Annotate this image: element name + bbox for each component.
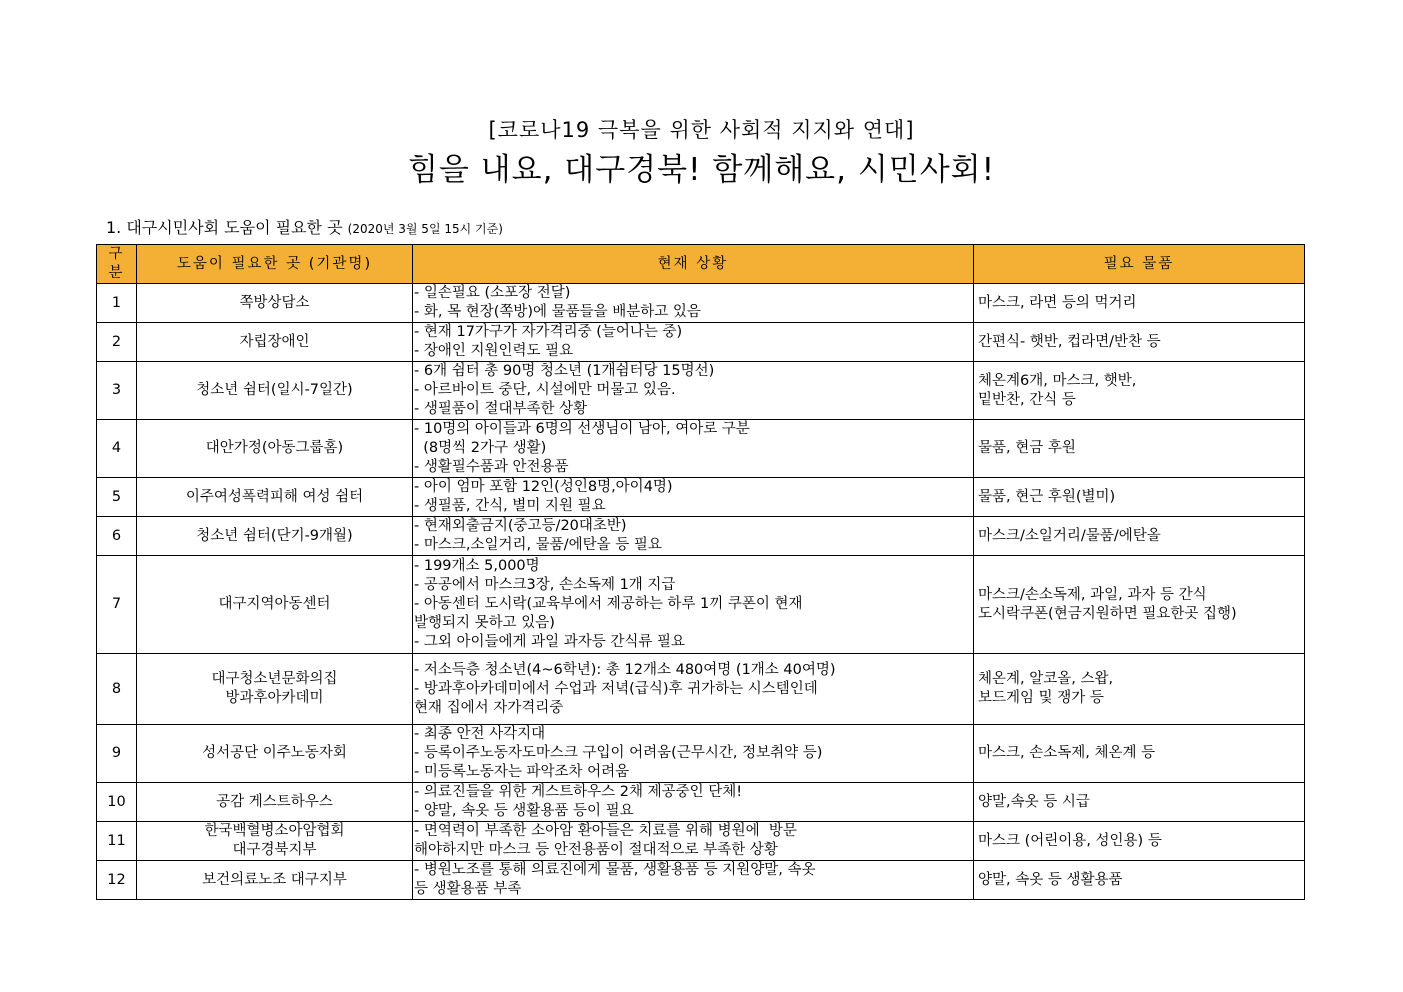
row-number: 4	[97, 420, 137, 478]
row-number: 6	[97, 517, 137, 556]
organization-cell-line: 청소년 쉼터(일시-7일간)	[196, 382, 353, 398]
needs-cell-line: 간편식- 햇반, 컵라면/반찬 등	[978, 333, 1161, 350]
needs-cell-line: 마스크/소일거리/물품/에탄올	[978, 527, 1161, 544]
organization-cell	[137, 654, 413, 725]
row-number: 2	[97, 323, 137, 362]
status-cell-line: - 마스크,소일거리, 물품/에탄올 등 필요	[414, 537, 662, 553]
organization-cell	[137, 556, 413, 654]
status-cell-line: 등 생활용품 부족	[414, 881, 522, 897]
needs-cell-line: 양말,속옷 등 시급	[978, 793, 1090, 810]
organization-cell-line: 성서공단 이주노동자회	[202, 745, 347, 761]
organization-cell-line: 대구청소년문화의집	[211, 671, 338, 687]
organization-cell	[137, 323, 413, 362]
section-heading	[106, 215, 503, 238]
organization-cell	[137, 362, 413, 420]
organization-cell-line: 한국백혈병소아암협회	[204, 823, 345, 839]
section-date-note: (2020년 3월 5일 15시 기준)	[347, 222, 503, 236]
needs-cell	[974, 654, 1305, 725]
needs-cell-line: 도시락쿠폰(현금지원하면 필요한곳 집행)	[978, 605, 1237, 622]
organization-cell-line: 이주여성폭력피해 여성 쉼터	[185, 488, 364, 505]
needs-cell-line: 체온계, 알코올, 스왑,	[978, 671, 1114, 687]
row-number: 5	[97, 478, 137, 517]
organization-cell-line: 방과후아카데미	[225, 690, 324, 706]
needs-cell-line: 마스크 (어린이용, 성인용) 등	[978, 832, 1162, 849]
needs-cell	[974, 517, 1305, 556]
organization-cell-line: 보건의료노조 대구지부	[202, 871, 347, 888]
header-status: 현재 상황	[413, 245, 974, 284]
status-cell-line: - 생필품, 간식, 별미 지원 필요	[414, 498, 606, 514]
needs-cell-line: 양말, 속옷 등 생활용품	[978, 871, 1123, 888]
status-cell-line: 발행되지 못하고 있음)	[414, 615, 555, 631]
status-cell-line: - 아이 엄마 포함 12인(성인8명,아이4명)	[414, 479, 673, 495]
needs-cell	[974, 725, 1305, 783]
organization-cell-line: 청소년 쉼터(단기-9개월)	[196, 527, 353, 544]
needs-cell-line: 마스크, 라면 등의 먹거리	[978, 294, 1137, 311]
organization-cell-line: 자립장애인	[239, 333, 310, 350]
table-row	[97, 362, 1305, 420]
needs-cell	[974, 822, 1305, 861]
needs-cell	[974, 783, 1305, 822]
organization-cell	[137, 284, 413, 323]
table-row	[97, 420, 1305, 478]
needs-cell-line: 마스크/손소독제, 과일, 과자 등 간식	[978, 586, 1207, 603]
table-row	[97, 822, 1305, 861]
header-needs: 필요 물품	[974, 245, 1305, 284]
needs-cell-line: 체온계6개, 마스크, 햇반,	[978, 372, 1137, 389]
table-row	[97, 323, 1305, 362]
status-cell-line: - 생필품이 절대부족한 상황	[414, 401, 588, 417]
status-cell-line: - 199개소 5,000명	[414, 558, 540, 574]
status-cell	[413, 725, 974, 783]
row-number: 11	[97, 822, 137, 861]
needs-cell-line: 보드게임 및 쟁가 등	[978, 690, 1104, 706]
status-cell-line: - 양말, 속옷 등 생활용품 등이 필요	[414, 803, 634, 819]
section-heading-text: 1. 대구시민사회 도움이 필요한 곳	[106, 218, 343, 237]
status-cell	[413, 556, 974, 654]
status-cell	[413, 323, 974, 362]
needs-cell	[974, 362, 1305, 420]
needs-cell	[974, 420, 1305, 478]
organization-cell-line: 대구지역아동센터	[218, 596, 331, 612]
status-cell	[413, 517, 974, 556]
status-cell-line: - 최종 안전 사각지대	[414, 726, 546, 742]
status-cell	[413, 654, 974, 725]
needs-cell	[974, 861, 1305, 900]
table-row	[97, 556, 1305, 654]
status-cell-line: 현재 집에서 자가격리중	[414, 699, 564, 716]
status-cell-line: - 생활필수품과 안전용품	[414, 459, 569, 475]
status-cell	[413, 783, 974, 822]
organization-cell	[137, 861, 413, 900]
needs-cell-line: 밑반찬, 간식 등	[978, 391, 1076, 408]
organization-cell-line: 쪽방상담소	[239, 294, 310, 311]
status-cell-line: - 의료진들을 위한 게스트하우스 2채 제공중인 단체!	[414, 784, 743, 800]
row-number: 9	[97, 725, 137, 783]
status-cell-line: 해야하지만 마스크 등 안전용품이 절대적으로 부족한 상황	[414, 842, 778, 858]
organization-cell	[137, 725, 413, 783]
row-number: 10	[97, 783, 137, 822]
status-cell-line: - 면역력이 부족한 소아암 환아들은 치료를 위해 병원에 방문	[414, 823, 797, 839]
table-row	[97, 725, 1305, 783]
needs-cell	[974, 323, 1305, 362]
document-title: 힘을 내요, 대구경북! 함께해요, 시민사회!	[407, 152, 996, 188]
table-header-row	[97, 245, 1305, 284]
status-cell-line: - 현재외출금지(중고등/20대초반)	[414, 518, 627, 534]
organization-cell	[137, 478, 413, 517]
status-cell-line: - 아동센터 도시락(교육부에서 제공하는 하루 1끼 쿠폰이 현재	[414, 596, 803, 612]
needs-cell	[974, 556, 1305, 654]
status-cell	[413, 822, 974, 861]
row-number: 12	[97, 861, 137, 900]
needs-cell-line: 물품, 현근 후원(별미)	[978, 488, 1116, 505]
status-cell-line: - 화, 목 현장(쪽방)에 물품들을 배분하고 있음	[414, 304, 701, 320]
status-cell	[413, 478, 974, 517]
row-number: 7	[97, 556, 137, 654]
row-number: 3	[97, 362, 137, 420]
status-cell-line: - 일손필요 (소포장 전달)	[414, 285, 571, 301]
organization-cell	[137, 783, 413, 822]
header-organization: 도움이 필요한 곳 (기관명)	[137, 245, 413, 284]
table-row	[97, 478, 1305, 517]
organization-cell-line: 대안가정(아동그룹홈)	[205, 440, 344, 456]
needs-cell-line: 마스크, 손소독제, 체온계 등	[978, 745, 1156, 761]
table-row	[97, 783, 1305, 822]
status-cell-line: - 장애인 지원인력도 필요	[414, 343, 574, 359]
status-cell-line: - 저소득층 청소년(4~6학년): 총 12개소 480여명 (1개소 40여명)	[414, 661, 836, 678]
organization-cell-line: 공감 게스트하우스	[216, 793, 333, 810]
header-no: 구분	[97, 245, 137, 284]
status-cell-line: - 그외 아이들에게 과일 과자등 간식류 필요	[414, 634, 686, 650]
status-cell-line: (8명씩 2가구 생활)	[414, 440, 547, 456]
table-row	[97, 284, 1305, 323]
status-cell	[413, 861, 974, 900]
table-row	[97, 861, 1305, 900]
status-cell-line: - 방과후아카데미에서 수업과 저녁(급식)후 귀가하는 시스템인데	[414, 680, 818, 697]
organization-cell-line: 대구경북지부	[232, 842, 317, 858]
status-cell	[413, 420, 974, 478]
status-cell-line: - 10명의 아이들과 6명의 선생님이 남아, 여아로 구분	[414, 421, 750, 437]
status-cell-line: - 6개 쉼터 총 90명 청소년 (1개쉼터당 15명선)	[414, 363, 715, 379]
status-cell-line: - 미등록노동자는 파악조차 어려움	[414, 764, 630, 780]
status-cell-line: - 등록이주노동자도마스크 구입이 어려움(근무시간, 정보취약 등)	[414, 745, 823, 761]
status-cell-line: - 병원노조를 통해 의료진에게 물품, 생활용품 등 지원양말, 속옷	[414, 862, 816, 878]
row-number: 1	[97, 284, 137, 323]
row-number: 8	[97, 654, 137, 725]
status-cell-line: - 현재 17가구가 자가격리중 (늘어나는 중)	[414, 324, 683, 340]
document-subtitle: [코로나19 극복을 위한 사회적 지지와 연대]	[488, 118, 915, 142]
organization-cell	[137, 822, 413, 861]
table-row	[97, 654, 1305, 725]
needs-cell	[974, 478, 1305, 517]
status-cell-line: - 아르바이트 중단, 시설에만 머물고 있음.	[414, 382, 676, 398]
needs-cell-line: 물품, 현금 후원	[978, 440, 1076, 456]
organization-cell	[137, 420, 413, 478]
table-row	[97, 517, 1305, 556]
needs-cell	[974, 284, 1305, 323]
help-needed-table	[96, 244, 1305, 900]
status-cell-line: - 공공에서 마스크3장, 손소독제 1개 지급	[414, 577, 676, 593]
status-cell	[413, 284, 974, 323]
status-cell	[413, 362, 974, 420]
organization-cell	[137, 517, 413, 556]
